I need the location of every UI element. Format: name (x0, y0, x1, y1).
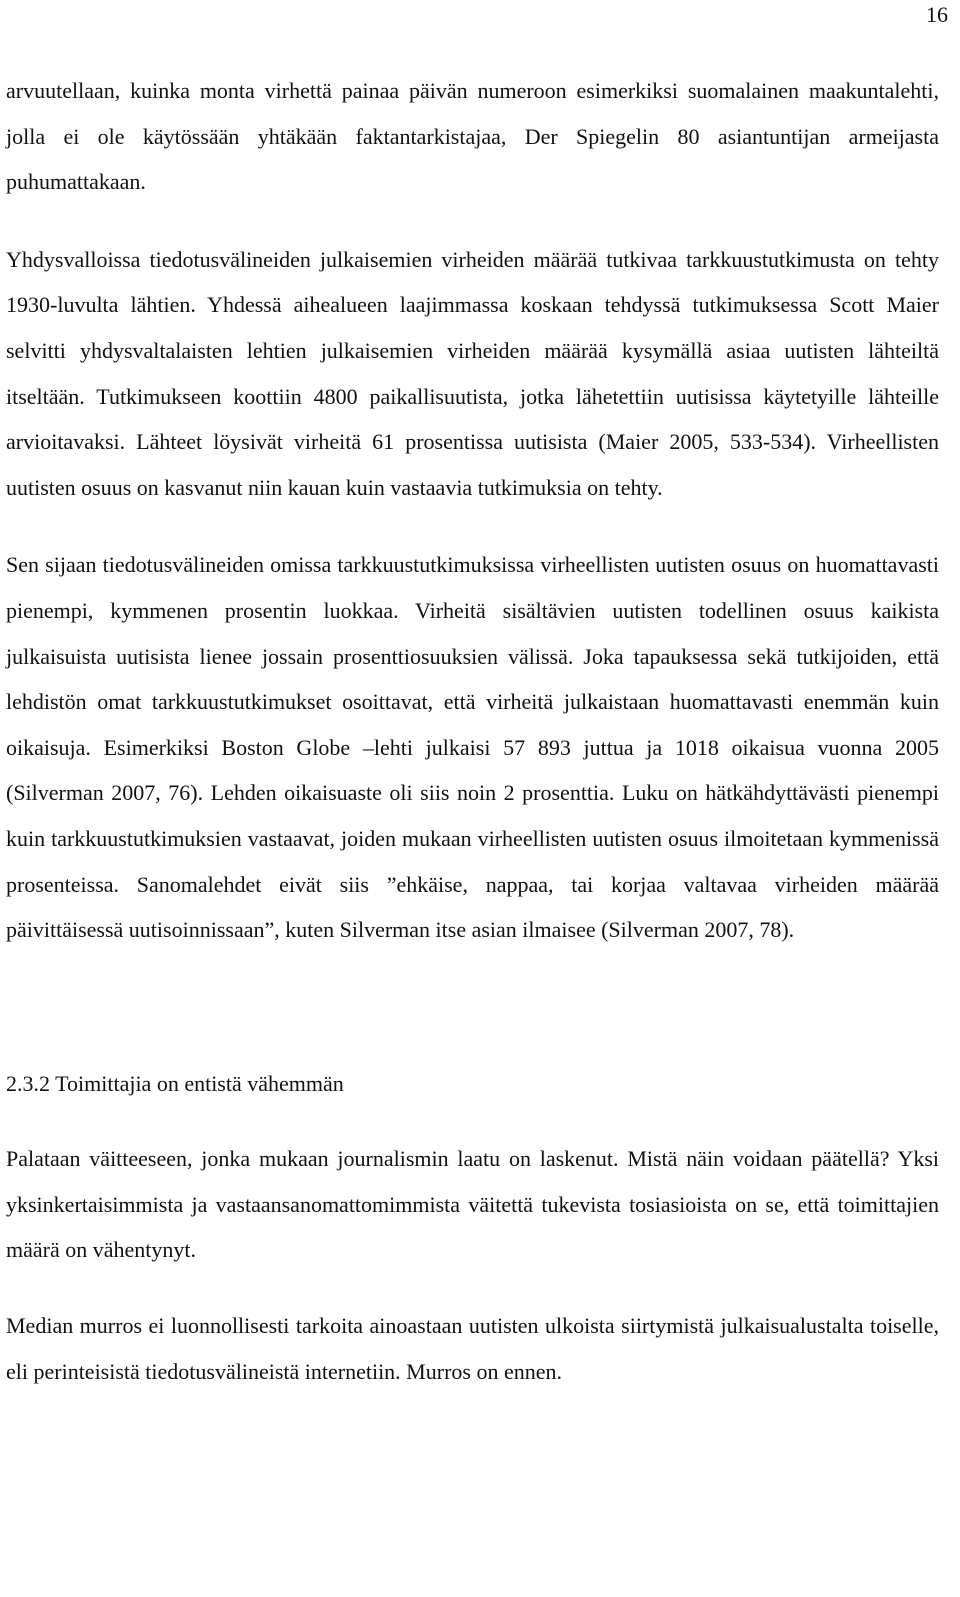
page-number: 16 (926, 2, 948, 27)
paragraph-journalists-decline: Palataan väitteeseen, jonka mukaan journalismin laatu on laskenut. Mistä näin voidaan päätellä? Yksi yksinkertaisimmista ja vastaansanomattomimmista väitettä tukevista tosiasioista on se, että toimittajien määrä on vähentynyt. (6, 1146, 939, 1263)
section-heading: 2.3.2 Toimittajia on entistä vähemmän (6, 1070, 344, 1096)
paragraph-corrections: Sen sijaan tiedotusvälineiden omissa tarkkuustutkimuksissa virheellisten uutisten osuus on huomattavasti pienempi, kymmenen prosentin luokkaa. Virheitä sisältävien uutisten todellinen osuus kaikista julkaisuista uutisista lienee jossain prosenttiosuuksien välissä. Joka tapauksessa sekä tutkijoiden, että lehdistön omat tarkkuustutkimukset osoittavat, että virheitä julkaistaan huomattavasti enemmän kuin oikaisuja. Esimerkiksi Boston Globe –lehti julkaisi 57 893 juttua ja 1018 oikaisua vuonna 2005 (Silverman 2007, 76). Lehden oikaisuaste oli siis noin 2 prosenttia. Luku on hätkähdyttävästi pienempi kuin tarkkuustutkimuksien vastaavat, joiden mukaan virheellisten uutisten osuus ilmoitetaan kymmenissä prosenteissa. Sanomalehdet eivät siis ”ehkäise, nappaa, tai korjaa valtavaa virheiden määrää päivittäisessä uutisoinnissaan”, kuten Silverman itse asian ilmaisee (Silverman 2007, 78). (6, 552, 939, 943)
paragraph-accuracy-research: Yhdysvalloissa tiedotusvälineiden julkaisemien virheiden määrää tutkivaa tarkkuustutkimusta on tehty 1930-luvulta lähtien. Yhdessä aihealueen laajimmassa koskaan tehdyssä tutkimuksessa Scott Maier selvitti yhdysvaltalaisten lehtien julkaisemien virheiden määrää kysymällä asiaa uutisten lähteiltä itseltään. Tutkimukseen koottiin 4800 paikallisuutista, jotka lähetettiin uutisissa käytetyille lähteille arvioitavaksi. Lähteet löysivät virheitä 61 prosentissa uutisista (Maier 2005, 533-534). Virheellisten uutisten osuus on kasvanut niin kauan kuin vastaavia tutkimuksia on tehty. (6, 246, 939, 500)
document-body (6, 68, 939, 1394)
paragraph-continuation: arvuutellaan, kuinka monta virhettä painaa päivän numeroon esimerkiksi suomalainen maakuntalehti, jolla ei ole käytössään yhtäkään faktantarkistajaa, Der Spiegelin 80 asiantuntijan armeijasta puhumattakaan. (6, 78, 939, 195)
paragraph-media-transition: Median murros ei luonnollisesti tarkoita ainoastaan uutisten ulkoista siirtymistä julkaisualustalta toiselle, eli perinteisistä tiedotusvälineistä internetiin. Murros on ennen. (6, 1313, 939, 1384)
